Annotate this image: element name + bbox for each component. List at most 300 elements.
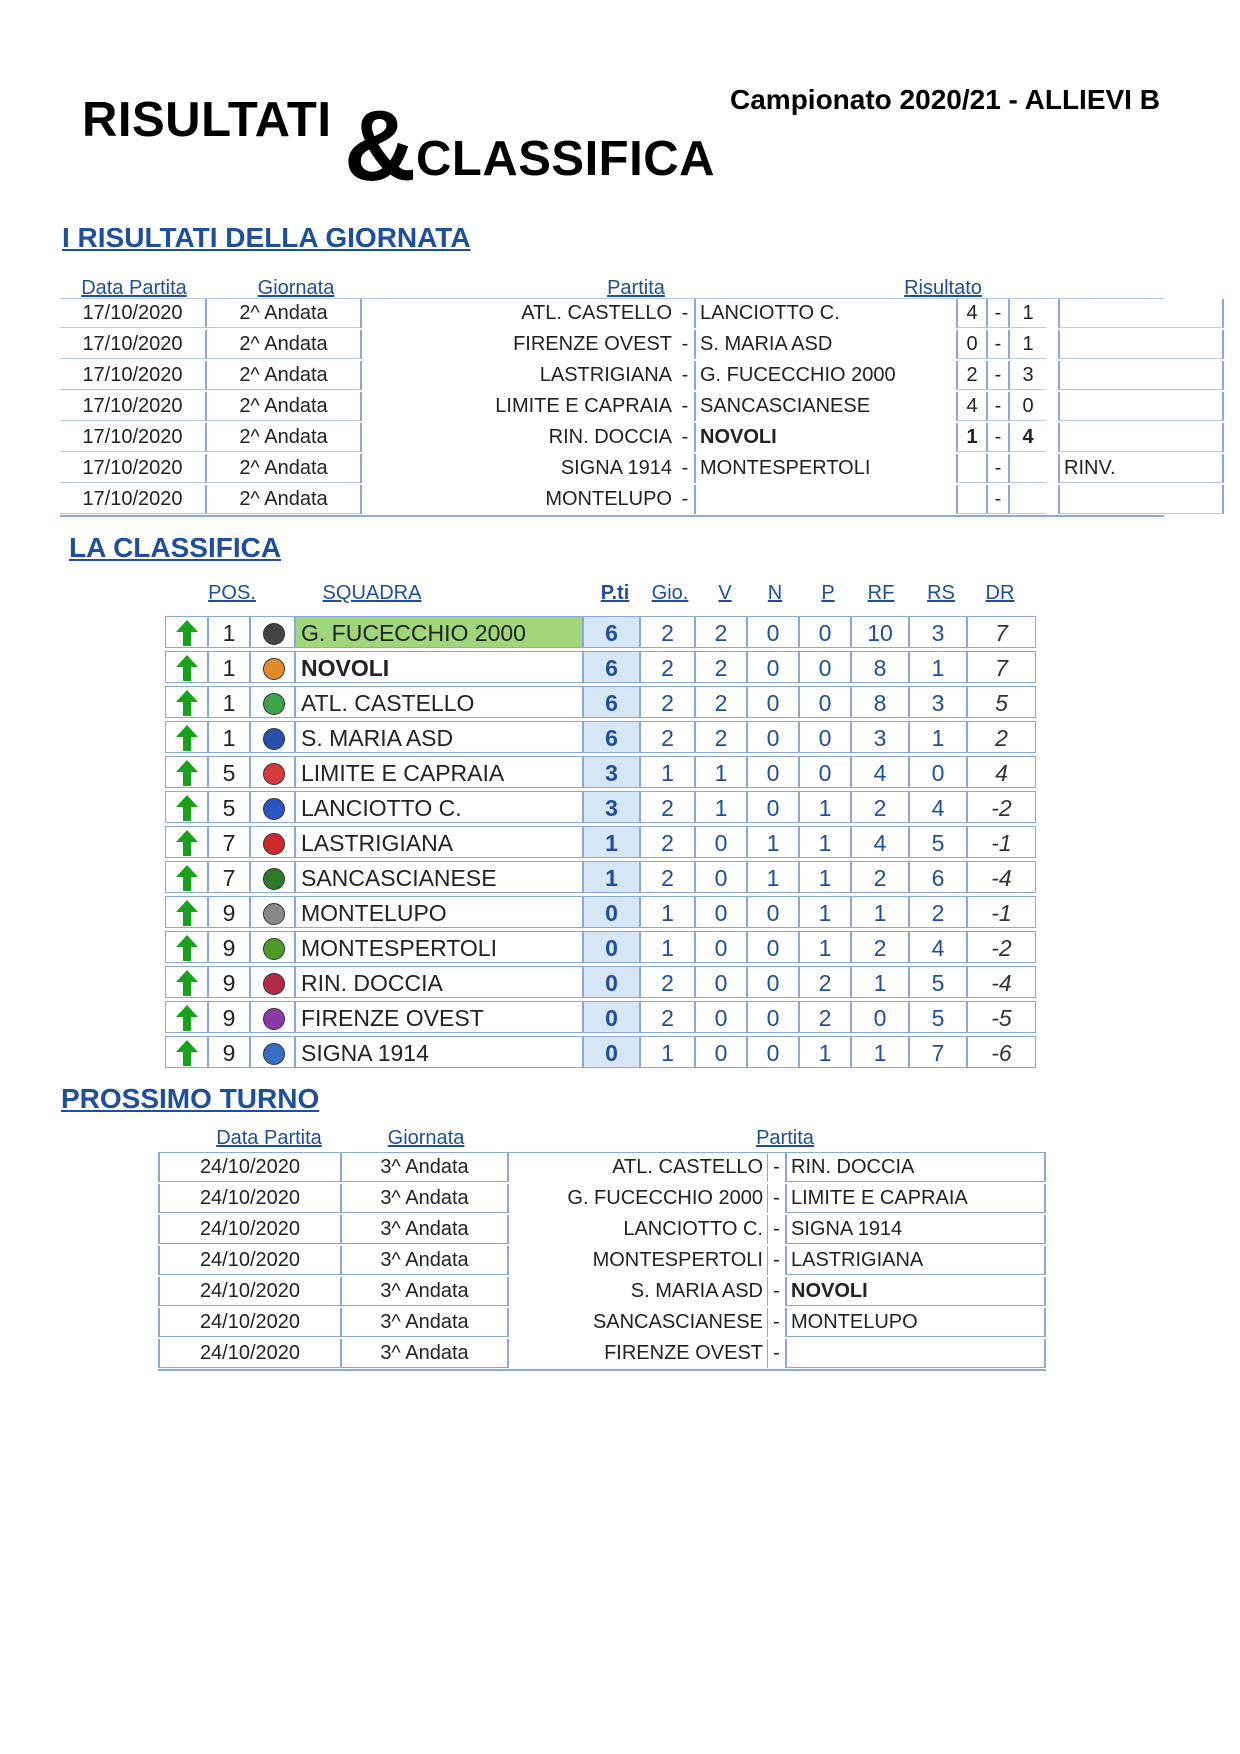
team-crest-icon (263, 833, 285, 855)
away-goals: 3 (1008, 361, 1046, 390)
standings-row (165, 861, 1036, 894)
team-name: LANCIOTTO C. (295, 791, 583, 823)
match-date: 17/10/2020 (60, 299, 205, 328)
goals-for: 2 (851, 931, 909, 963)
away-goals: 1 (1008, 330, 1046, 359)
standings-header-pos: POS. (208, 582, 256, 604)
trend-cell (165, 931, 208, 963)
games-played: 1 (640, 896, 695, 928)
losses: 1 (799, 791, 851, 823)
home-goals: 4 (956, 299, 986, 328)
fixture-date: 24/10/2020 (158, 1215, 340, 1244)
fixture-date: 24/10/2020 (158, 1339, 340, 1368)
position: 9 (208, 1001, 250, 1033)
games-played: 2 (640, 1001, 695, 1033)
goals-against: 4 (909, 791, 967, 823)
next-header-round: Giornata (387, 1127, 465, 1149)
fixture-home: SANCASCIANESE (507, 1308, 767, 1337)
points: 6 (583, 651, 640, 683)
draws: 0 (747, 721, 799, 753)
match-round: 2^ Andata (205, 392, 360, 421)
match-date: 17/10/2020 (60, 392, 205, 421)
goals-against: 3 (909, 616, 967, 648)
games-played: 2 (640, 616, 695, 648)
games-played: 2 (640, 966, 695, 998)
fixture-away: NOVOLI (785, 1277, 1046, 1306)
position: 1 (208, 651, 250, 683)
position: 1 (208, 721, 250, 753)
wins: 0 (695, 896, 747, 928)
goals-for: 0 (851, 1001, 909, 1033)
home-team: LIMITE E CAPRAIA (360, 392, 676, 421)
goals-for: 8 (851, 651, 909, 683)
trend-cell (165, 966, 208, 998)
position: 1 (208, 686, 250, 718)
goal-difference: -6 (967, 1036, 1036, 1068)
fixture-date: 24/10/2020 (158, 1308, 340, 1337)
goal-difference: -2 (967, 791, 1036, 823)
championship-label: Campionato 2020/21 - ALLIEVI B (730, 84, 1160, 115)
goals-against: 6 (909, 861, 967, 893)
home-goals (956, 485, 986, 514)
match-date: 17/10/2020 (60, 423, 205, 452)
position: 5 (208, 791, 250, 823)
points: 1 (583, 861, 640, 893)
goals-for: 10 (851, 616, 909, 648)
standings-row (165, 651, 1036, 684)
crest-cell (250, 896, 295, 928)
score-separator: - (986, 423, 1008, 452)
away-team: SANCASCIANESE (694, 392, 956, 421)
points: 3 (583, 756, 640, 788)
team-name: MONTESPERTOLI (295, 931, 583, 963)
home-goals: 4 (956, 392, 986, 421)
fixture-row (158, 1246, 1048, 1277)
games-played: 1 (640, 756, 695, 788)
draws: 0 (747, 1036, 799, 1068)
trend-cell (165, 1001, 208, 1033)
away-goals (1008, 485, 1046, 514)
fixture-separator: - (767, 1246, 785, 1275)
points: 0 (583, 1001, 640, 1033)
fixture-home: ATL. CASTELLO (507, 1153, 767, 1182)
standings-header-team: SQUADRA (322, 582, 422, 604)
goals-against: 2 (909, 896, 967, 928)
team-crest-icon (263, 868, 285, 890)
trend-cell (165, 721, 208, 753)
standings-header-gp: Gio. (651, 582, 689, 604)
fixture-row (158, 1277, 1048, 1308)
score-separator: - (986, 454, 1008, 483)
crest-cell (250, 686, 295, 718)
trend-cell (165, 896, 208, 928)
fixture-away: LASTRIGIANA (785, 1246, 1046, 1275)
games-played: 2 (640, 651, 695, 683)
standings-row (165, 791, 1036, 824)
team-name: G. FUCECCHIO 2000 (295, 616, 583, 648)
results-table-bottom-border (60, 515, 1164, 517)
result-note (1058, 423, 1224, 452)
draws: 0 (747, 616, 799, 648)
next-table-bottom-border (158, 1369, 1046, 1371)
goal-difference: -2 (967, 931, 1036, 963)
fixture-date: 24/10/2020 (158, 1153, 340, 1182)
fixture-separator: - (767, 1184, 785, 1213)
goal-difference: -5 (967, 1001, 1036, 1033)
away-team: G. FUCECCHIO 2000 (694, 361, 956, 390)
games-played: 1 (640, 931, 695, 963)
crest-cell (250, 826, 295, 858)
team-name: NOVOLI (295, 651, 583, 683)
away-team: NOVOLI (694, 423, 956, 452)
points: 0 (583, 966, 640, 998)
team-crest-icon (263, 1008, 285, 1030)
fixture-date: 24/10/2020 (158, 1277, 340, 1306)
team-name: RIN. DOCCIA (295, 966, 583, 998)
crest-cell (250, 931, 295, 963)
result-note (1058, 485, 1224, 514)
position: 9 (208, 931, 250, 963)
score-separator: - (986, 299, 1008, 328)
fixture-away (785, 1339, 1046, 1368)
standings-header-pts: P.ti (600, 582, 630, 604)
trend-cell (165, 1036, 208, 1068)
fixture-round: 3^ Andata (340, 1339, 507, 1368)
fixture-round: 3^ Andata (340, 1277, 507, 1306)
games-played: 2 (640, 826, 695, 858)
wins: 1 (695, 756, 747, 788)
standings-row (165, 686, 1036, 719)
wins: 0 (695, 861, 747, 893)
goals-for: 4 (851, 756, 909, 788)
wins: 2 (695, 686, 747, 718)
fixture-round: 3^ Andata (340, 1308, 507, 1337)
result-row (60, 299, 1182, 330)
draws: 0 (747, 896, 799, 928)
standings-row (165, 756, 1036, 789)
away-goals: 1 (1008, 299, 1046, 328)
points: 0 (583, 1036, 640, 1068)
crest-cell (250, 616, 295, 648)
losses: 0 (799, 616, 851, 648)
trend-cell (165, 756, 208, 788)
losses: 2 (799, 1001, 851, 1033)
away-team: S. MARIA ASD (694, 330, 956, 359)
goals-against: 5 (909, 1001, 967, 1033)
fixture-home: MONTESPERTOLI (507, 1246, 767, 1275)
trend-cell (165, 791, 208, 823)
games-played: 2 (640, 791, 695, 823)
standings-row (165, 1036, 1036, 1069)
games-played: 1 (640, 1036, 695, 1068)
goal-difference: 7 (967, 651, 1036, 683)
goals-against: 0 (909, 756, 967, 788)
next-header-date: Data Partita (216, 1127, 322, 1149)
team-crest-icon (263, 693, 285, 715)
draws: 0 (747, 791, 799, 823)
match-separator: - (681, 302, 689, 324)
result-row (60, 330, 1182, 361)
draws: 1 (747, 826, 799, 858)
title-ampersand: & (344, 90, 417, 202)
score-separator: - (986, 330, 1008, 359)
result-row (60, 454, 1182, 485)
standings-row (165, 931, 1036, 964)
team-crest-icon (263, 938, 285, 960)
score-separator: - (986, 392, 1008, 421)
home-goals: 0 (956, 330, 986, 359)
goals-against: 7 (909, 1036, 967, 1068)
result-note (1058, 299, 1224, 328)
wins: 0 (695, 1036, 747, 1068)
position: 9 (208, 1036, 250, 1068)
team-name: LASTRIGIANA (295, 826, 583, 858)
goal-difference: 5 (967, 686, 1036, 718)
home-team: LASTRIGIANA (360, 361, 676, 390)
points: 6 (583, 616, 640, 648)
crest-cell (250, 721, 295, 753)
crest-cell (250, 1036, 295, 1068)
goal-difference: 7 (967, 616, 1036, 648)
draws: 0 (747, 686, 799, 718)
team-name: ATL. CASTELLO (295, 686, 583, 718)
fixture-separator: - (767, 1277, 785, 1306)
team-name: SANCASCIANESE (295, 861, 583, 893)
goal-difference: -4 (967, 966, 1036, 998)
goal-difference: -1 (967, 896, 1036, 928)
results-header-score: Risultato (904, 277, 982, 299)
losses: 0 (799, 721, 851, 753)
losses: 0 (799, 756, 851, 788)
crest-cell (250, 791, 295, 823)
fixture-date: 24/10/2020 (158, 1246, 340, 1275)
fixture-row (158, 1184, 1048, 1215)
wins: 0 (695, 1001, 747, 1033)
position: 7 (208, 826, 250, 858)
fixture-separator: - (767, 1153, 785, 1182)
next-round-section-title: PROSSIMO TURNO (61, 1083, 320, 1114)
position: 1 (208, 616, 250, 648)
points: 6 (583, 721, 640, 753)
points: 0 (583, 896, 640, 928)
goals-for: 1 (851, 896, 909, 928)
home-team: ATL. CASTELLO (360, 299, 676, 328)
match-date: 17/10/2020 (60, 454, 205, 483)
goals-against: 1 (909, 721, 967, 753)
result-row (60, 392, 1182, 423)
standings-header-ga: RS (927, 582, 955, 604)
results-header-round: Giornata (257, 277, 335, 299)
goals-against: 4 (909, 931, 967, 963)
fixture-round: 3^ Andata (340, 1246, 507, 1275)
fixture-away: MONTELUPO (785, 1308, 1046, 1337)
match-separator: - (681, 333, 689, 355)
score-separator: - (986, 361, 1008, 390)
wins: 0 (695, 931, 747, 963)
score-separator: - (986, 485, 1008, 514)
position: 9 (208, 896, 250, 928)
fixture-date: 24/10/2020 (158, 1184, 340, 1213)
goals-for: 8 (851, 686, 909, 718)
trend-cell (165, 616, 208, 648)
match-date: 17/10/2020 (60, 361, 205, 390)
draws: 0 (747, 651, 799, 683)
points: 0 (583, 931, 640, 963)
home-team: SIGNA 1914 (360, 454, 676, 483)
games-played: 2 (640, 861, 695, 893)
draws: 0 (747, 931, 799, 963)
fixture-row (158, 1215, 1048, 1246)
standings-header-l: P (821, 582, 835, 604)
away-goals: 0 (1008, 392, 1046, 421)
home-team: FIRENZE OVEST (360, 330, 676, 359)
crest-cell (250, 1001, 295, 1033)
goals-for: 4 (851, 826, 909, 858)
match-separator: - (681, 364, 689, 386)
position: 9 (208, 966, 250, 998)
match-round: 2^ Andata (205, 423, 360, 452)
goals-for: 2 (851, 861, 909, 893)
goal-difference: 2 (967, 721, 1036, 753)
goal-difference: 4 (967, 756, 1036, 788)
goals-against: 1 (909, 651, 967, 683)
standings-row (165, 616, 1036, 649)
team-name: SIGNA 1914 (295, 1036, 583, 1068)
team-crest-icon (263, 798, 285, 820)
standings-row (165, 966, 1036, 999)
result-row (60, 423, 1182, 454)
result-note (1058, 392, 1224, 421)
home-goals: 1 (956, 423, 986, 452)
fixture-row (158, 1153, 1048, 1184)
home-goals (956, 454, 986, 483)
losses: 1 (799, 861, 851, 893)
team-crest-icon (263, 763, 285, 785)
team-name: S. MARIA ASD (295, 721, 583, 753)
goals-against: 5 (909, 826, 967, 858)
team-crest-icon (263, 623, 285, 645)
standings-row (165, 1001, 1036, 1034)
match-separator: - (681, 457, 689, 479)
crest-cell (250, 861, 295, 893)
fixture-row (158, 1339, 1048, 1370)
team-name: LIMITE E CAPRAIA (295, 756, 583, 788)
title-risultati: RISULTATI (82, 93, 332, 147)
goals-for: 2 (851, 791, 909, 823)
losses: 2 (799, 966, 851, 998)
fixture-round: 3^ Andata (340, 1153, 507, 1182)
losses: 0 (799, 651, 851, 683)
position: 7 (208, 861, 250, 893)
wins: 2 (695, 651, 747, 683)
away-goals (1008, 454, 1046, 483)
home-team: RIN. DOCCIA (360, 423, 676, 452)
away-team: LANCIOTTO C. (694, 299, 956, 328)
home-goals: 2 (956, 361, 986, 390)
team-crest-icon (263, 658, 285, 680)
wins: 0 (695, 966, 747, 998)
home-team: MONTELUPO (360, 485, 676, 514)
team-crest-icon (263, 728, 285, 750)
games-played: 2 (640, 721, 695, 753)
goal-difference: -4 (967, 861, 1036, 893)
losses: 1 (799, 896, 851, 928)
standings-row (165, 721, 1036, 754)
goal-difference: -1 (967, 826, 1036, 858)
team-crest-icon (263, 973, 285, 995)
crest-cell (250, 756, 295, 788)
match-round: 2^ Andata (205, 299, 360, 328)
crest-cell (250, 651, 295, 683)
points: 3 (583, 791, 640, 823)
standings-section-title: LA CLASSIFICA (69, 532, 282, 563)
standings-row (165, 896, 1036, 929)
results-header-date: Data Partita (81, 277, 187, 299)
fixture-home: FIRENZE OVEST (507, 1339, 767, 1368)
fixture-separator: - (767, 1215, 785, 1244)
wins: 2 (695, 616, 747, 648)
match-round: 2^ Andata (205, 485, 360, 514)
position: 5 (208, 756, 250, 788)
match-round: 2^ Andata (205, 330, 360, 359)
losses: 0 (799, 686, 851, 718)
wins: 0 (695, 826, 747, 858)
team-name: FIRENZE OVEST (295, 1001, 583, 1033)
fixture-round: 3^ Andata (340, 1215, 507, 1244)
title-classifica: CLASSIFICA (416, 132, 715, 186)
trend-cell (165, 686, 208, 718)
fixture-home: LANCIOTTO C. (507, 1215, 767, 1244)
standings-header-gd: DR (985, 582, 1015, 604)
wins: 2 (695, 721, 747, 753)
games-played: 2 (640, 686, 695, 718)
fixture-home: S. MARIA ASD (507, 1277, 767, 1306)
goals-for: 3 (851, 721, 909, 753)
trend-cell (165, 826, 208, 858)
standings-row (165, 826, 1036, 859)
match-date: 17/10/2020 (60, 330, 205, 359)
fixture-away: LIMITE E CAPRAIA (785, 1184, 1046, 1213)
fixture-away: RIN. DOCCIA (785, 1153, 1046, 1182)
goals-against: 3 (909, 686, 967, 718)
standings-header-d: N (767, 582, 783, 604)
goals-against: 5 (909, 966, 967, 998)
crest-cell (250, 966, 295, 998)
results-table-top-border (60, 298, 1164, 299)
team-crest-icon (263, 903, 285, 925)
team-crest-icon (263, 1043, 285, 1065)
fixture-round: 3^ Andata (340, 1184, 507, 1213)
losses: 1 (799, 826, 851, 858)
match-separator: - (681, 488, 689, 510)
fixture-home: G. FUCECCHIO 2000 (507, 1184, 767, 1213)
result-note (1058, 361, 1224, 390)
trend-cell (165, 861, 208, 893)
goals-for: 1 (851, 966, 909, 998)
next-header-match: Partita (756, 1127, 814, 1149)
points: 6 (583, 686, 640, 718)
result-row (60, 361, 1182, 392)
results-header-match: Partita (607, 277, 665, 299)
draws: 0 (747, 966, 799, 998)
losses: 1 (799, 1036, 851, 1068)
result-note: RINV. (1058, 454, 1224, 483)
fixture-separator: - (767, 1308, 785, 1337)
standings-header-gf: RF (867, 582, 895, 604)
draws: 0 (747, 1001, 799, 1033)
team-name: MONTELUPO (295, 896, 583, 928)
match-separator: - (681, 426, 689, 448)
